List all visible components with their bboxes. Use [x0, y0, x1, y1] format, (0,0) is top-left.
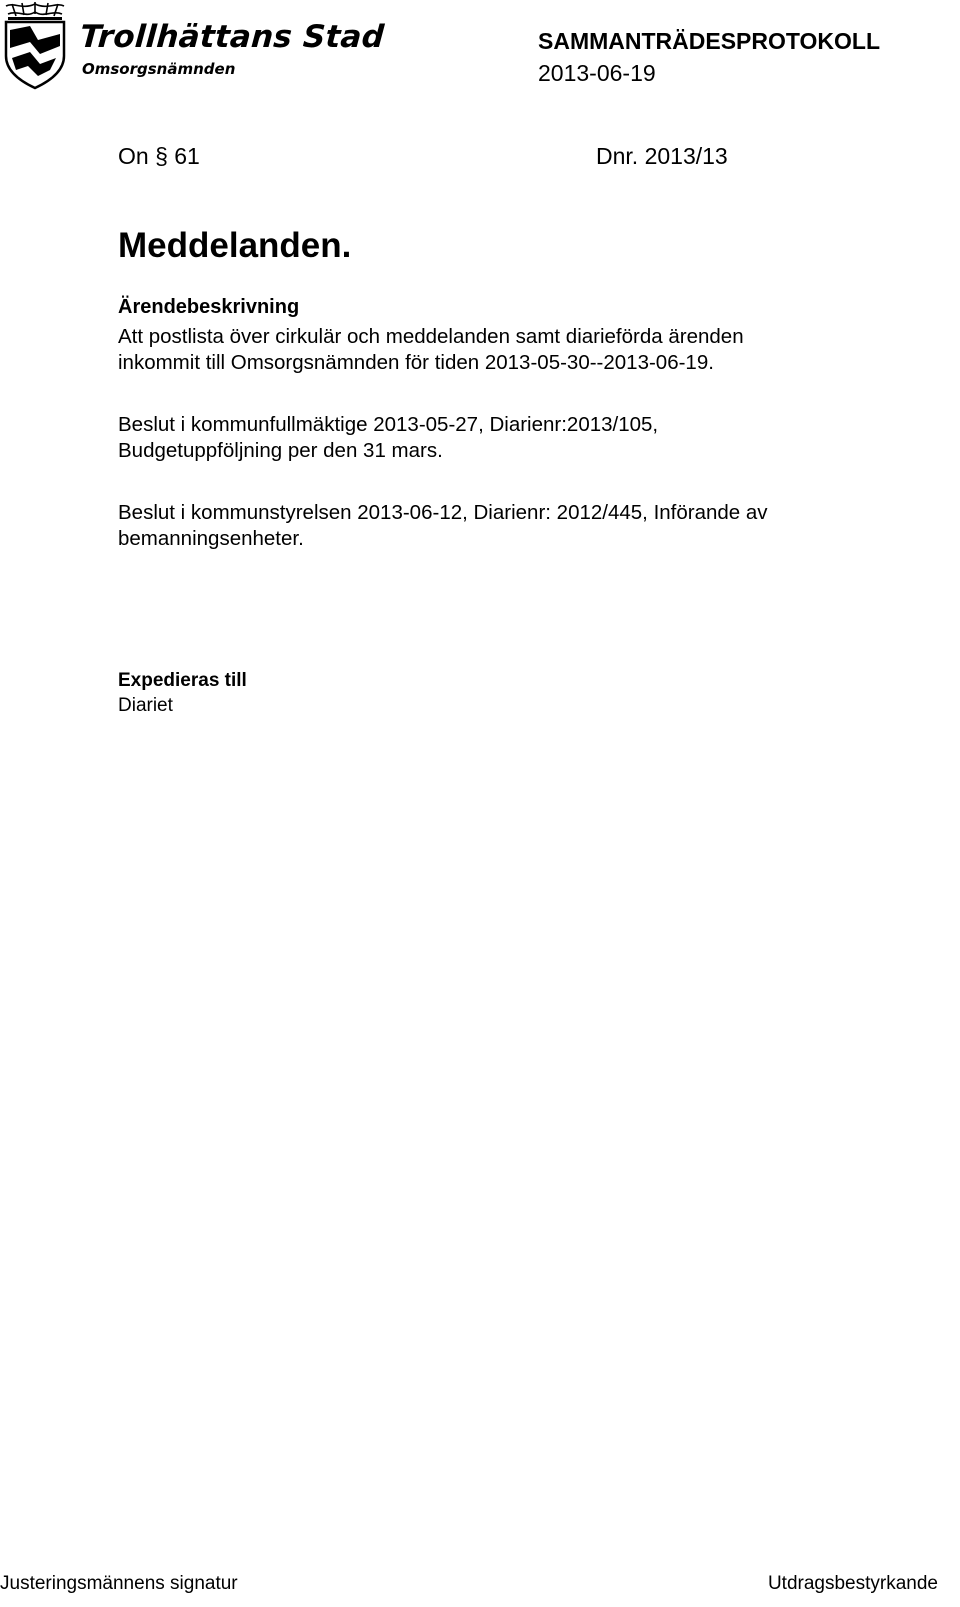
paragraph-reference: On § 61 [118, 143, 200, 169]
decision-item [118, 500, 918, 552]
footer-certification-label: Utdragsbestyrkande [767, 1573, 938, 1594]
footer-signature-label: Justeringsmännens signatur [0, 1573, 238, 1594]
description-text [118, 324, 918, 376]
decision-line: Beslut i kommunstyrelsen 2013-06-12, Diarienr: 2012/445, Införande av [118, 501, 768, 524]
decision-line: bemanningsenheter. [118, 527, 304, 550]
document-type: SAMMANTRÄDESPROTOKOLL [538, 28, 881, 54]
coat-of-arms-icon [0, 0, 70, 90]
description-heading: Ärendebeskrivning [118, 296, 300, 318]
header-logo [0, 0, 386, 92]
description-line: Att postlista över cirkulär och meddelanden samt diarieförda ärenden [118, 325, 744, 348]
diary-number: Dnr. 2013/13 [596, 143, 728, 169]
decision-item [118, 412, 918, 464]
dispatch-recipient: Diariet [118, 695, 173, 716]
page-title: Meddelanden. [118, 226, 352, 265]
dispatch-heading: Expedieras till [118, 670, 247, 691]
org-name: Trollhättans Stad [78, 19, 386, 55]
document-date: 2013-06-19 [538, 60, 656, 86]
decision-line: Budgetuppföljning per den 31 mars. [118, 439, 443, 462]
decision-line: Beslut i kommunfullmäktige 2013-05-27, Diarienr:2013/105, [118, 413, 659, 436]
description-line: inkommit till Omsorgsnämnden för tiden 2013-05-30--2013-06-19. [118, 351, 714, 374]
org-department: Omsorgsnämnden [82, 60, 236, 78]
